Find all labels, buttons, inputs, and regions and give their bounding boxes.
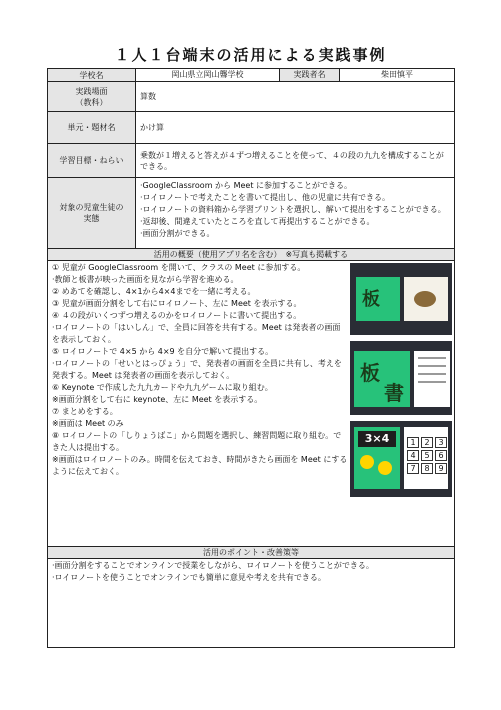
keypad-key[interactable]: 4 [407, 450, 419, 461]
keypad-key[interactable]: 5 [421, 450, 433, 461]
overview-line: ⑤ ロイロノートで 4×5 から 4×9 を自分で解いて提出する。 [52, 347, 274, 356]
overview-line: ⑦ まとめをする。 [52, 407, 118, 416]
board-pane [356, 277, 400, 321]
goal-label: 学習目標・ねらい [48, 144, 136, 177]
overview-section [48, 261, 454, 547]
overview-line: ※画面は Meet のみ [52, 419, 124, 428]
overview-line: ④ ４の段がいくつずつ増えるのかをロイロノートに書いて提出する。 [52, 311, 302, 320]
worksheet-line [418, 365, 446, 367]
kuku-card-pane [354, 427, 400, 489]
unit-label: 単元・題材名 [48, 112, 136, 143]
target-list [136, 178, 454, 248]
board-char: 板 [362, 289, 380, 310]
overview-header: 活用の概要（使用アプリ名を含む） ※写真も掲載する [48, 249, 454, 261]
page-title: １人１台端末の活用による実践事例 [114, 46, 387, 64]
board-char-2: 書 [384, 381, 404, 405]
school-label: 学校名 [48, 69, 136, 81]
worksheet-line [418, 373, 446, 375]
points-line: ·画面分割をすることでオンラインで授業をしながら、ロイロノートを使うことができる。 [52, 561, 374, 570]
target-line: ·ロイロノートの資料箱から学習プリントを選択し、解いて提出をすることができる。 [140, 205, 446, 214]
photo-kuku-game [350, 421, 452, 497]
keypad-key[interactable]: 7 [407, 463, 419, 474]
teacher-name: 柴田慎平 [381, 70, 413, 79]
overview-line: ⑧ ロイロノートの「しりょうばこ」から問題を選択し、練習問題に取り組む。できた人は提出する。 [52, 431, 342, 452]
points-header: 活用のポイント・改善策等 [48, 547, 454, 559]
target-line: ·画面分割ができる。 [140, 229, 215, 238]
unit-value: かけ算 [140, 123, 164, 132]
board-pane [354, 351, 410, 407]
overview-text [48, 261, 352, 479]
target-row [48, 178, 454, 249]
keypad-key[interactable]: 8 [421, 463, 433, 474]
photo-split-screen-2 [350, 341, 452, 415]
photo-thumbnail [414, 291, 436, 307]
points-line: ·ロイロノートを使うことでオンラインでも簡単に意見や考えを共有できる。 [52, 573, 326, 582]
keypad-key[interactable]: 9 [435, 463, 447, 474]
keypad-key[interactable]: 2 [421, 437, 433, 448]
character-icon [378, 461, 392, 475]
kuku-card: 3×4 [358, 431, 396, 447]
target-line: ·返却後、間違えていたところを直して再提出することができる。 [140, 217, 375, 226]
overview-line: ·ロイロノートの「はいしん」で、全員に回答を共有する。Meet は発表者の画面を表示しておく。 [52, 323, 341, 344]
note-pane [404, 277, 448, 321]
overview-line: ① 児童が GoogleClassroom を開いて、クラスの Meet に参加する。 [52, 263, 306, 272]
overview-line: ③ 児童が画面分割をして右にロイロノート、左に Meet を表示する。 [52, 299, 302, 308]
subject-label: 実践場面 （教科） [48, 82, 136, 111]
worksheet-pane [414, 351, 450, 407]
keypad-key[interactable]: 1 [407, 437, 419, 448]
target-line: ·ロイロノートで考えたことを書いて提出し、他の児童に共有できる。 [140, 193, 391, 202]
subject-row [48, 82, 454, 112]
board-char: 板 [360, 361, 380, 385]
worksheet-line [418, 357, 446, 359]
school-row [48, 69, 454, 82]
overview-line: ② めあてを確認し、4×1から4×4までを一緒に考える。 [52, 287, 256, 296]
photo-split-screen-1 [350, 263, 452, 335]
target-line: ·GoogleClassroom から Meet に参加することができる。 [140, 181, 353, 190]
points-section [48, 559, 462, 649]
goal-row [48, 144, 454, 178]
overview-line: ⑥ Keynote で作成した九九カードや九九ゲームに取り組む。 [52, 383, 273, 392]
subject-value: 算数 [140, 92, 156, 101]
worksheet-line [418, 381, 446, 383]
keypad-key[interactable]: 6 [435, 450, 447, 461]
teacher-label: 実践者名 [280, 69, 340, 81]
overview-line: ·ロイロノートの「せいとはっぴょう」で、発表者の画面を全員に共有し、考えを発表する。Meet は発表者の画面を表示しておく。 [52, 359, 342, 380]
keypad-key[interactable]: 3 [435, 437, 447, 448]
overview-line: ※画面分割をして右に keynote、左に Meet を表示する。 [52, 395, 263, 404]
target-label: 対象の児童生徒の 実態 [48, 178, 136, 248]
unit-row [48, 112, 454, 144]
school-name: 岡山県立岡山聾学校 [136, 69, 280, 81]
character-icon [360, 455, 374, 469]
overview-line: ※画面はロイロノートのみ。時間を伝えておき、時間がきたら画面を Meet にするように伝えておく。 [52, 455, 348, 476]
keypad-pane [404, 427, 448, 489]
overview-line: ·教師と板書が映った画面を見ながら学習を進める。 [52, 275, 239, 284]
goal-value: 乗数が１増えると答えが４ずつ増えることを使って、４の段の九九を構成することができる。 [140, 150, 444, 171]
report-table [47, 68, 455, 648]
